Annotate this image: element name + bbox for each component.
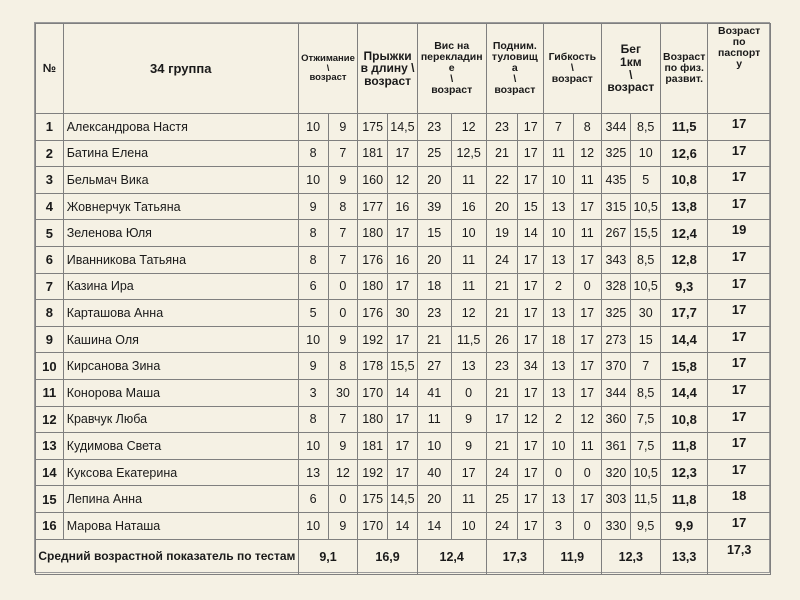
cell-jump-age: 17 bbox=[388, 406, 418, 433]
cell-run: 325 bbox=[601, 300, 631, 327]
cell-jump: 181 bbox=[358, 433, 388, 460]
row-number: 16 bbox=[36, 512, 64, 539]
cell-run: 344 bbox=[601, 379, 631, 406]
row-number: 6 bbox=[36, 246, 64, 273]
cell-run: 343 bbox=[601, 246, 631, 273]
results-table-frame bbox=[34, 22, 770, 573]
cell-flex: 13 bbox=[544, 486, 574, 513]
cell-situps-age: 34 bbox=[518, 353, 544, 380]
table-row bbox=[36, 353, 771, 380]
table-row bbox=[36, 300, 771, 327]
cell-jump: 176 bbox=[358, 300, 388, 327]
cell-jump: 180 bbox=[358, 273, 388, 300]
cell-physical-age: 12,6 bbox=[661, 140, 708, 167]
cell-passport-age: 17 bbox=[708, 512, 771, 539]
cell-jump: 178 bbox=[358, 353, 388, 380]
cell-situps-age: 12 bbox=[518, 406, 544, 433]
cell-hang-age: 16 bbox=[451, 193, 486, 220]
cell-hang: 11 bbox=[417, 406, 451, 433]
cell-pushups: 5 bbox=[298, 300, 328, 327]
cell-flex-age: 0 bbox=[573, 273, 601, 300]
cell-run-age: 9,5 bbox=[631, 512, 661, 539]
cell-jump-age: 17 bbox=[388, 273, 418, 300]
cell-flex-age: 17 bbox=[573, 353, 601, 380]
cell-run: 330 bbox=[601, 512, 631, 539]
table-row bbox=[36, 246, 771, 273]
cell-jump-age: 17 bbox=[388, 459, 418, 486]
cell-flex: 7 bbox=[544, 114, 574, 141]
student-name: Иванникова Татьяна bbox=[63, 246, 298, 273]
row-number: 7 bbox=[36, 273, 64, 300]
footer-avg-passport-age: 17,3 bbox=[708, 539, 771, 574]
cell-run: 303 bbox=[601, 486, 631, 513]
cell-physical-age: 10,8 bbox=[661, 406, 708, 433]
cell-situps-age: 14 bbox=[518, 220, 544, 247]
cell-jump: 176 bbox=[358, 246, 388, 273]
header-number: № bbox=[36, 24, 64, 114]
cell-flex: 13 bbox=[544, 379, 574, 406]
cell-flex-age: 17 bbox=[573, 326, 601, 353]
cell-passport-age: 17 bbox=[708, 459, 771, 486]
header-passport-age: Возраст по паспорт у bbox=[708, 24, 771, 114]
cell-pushups: 10 bbox=[298, 167, 328, 194]
student-name: Казина Ира bbox=[63, 273, 298, 300]
cell-hang-age: 12 bbox=[451, 300, 486, 327]
cell-situps: 19 bbox=[486, 220, 518, 247]
cell-physical-age: 15,8 bbox=[661, 353, 708, 380]
cell-run-age: 15,5 bbox=[631, 220, 661, 247]
cell-run-age: 30 bbox=[631, 300, 661, 327]
cell-run-age: 7,5 bbox=[631, 406, 661, 433]
cell-jump-age: 17 bbox=[388, 220, 418, 247]
row-number: 9 bbox=[36, 326, 64, 353]
cell-situps-age: 17 bbox=[518, 326, 544, 353]
cell-physical-age: 11,8 bbox=[661, 486, 708, 513]
cell-run-age: 15 bbox=[631, 326, 661, 353]
table-row bbox=[36, 326, 771, 353]
cell-physical-age: 12,4 bbox=[661, 220, 708, 247]
cell-run-age: 7 bbox=[631, 353, 661, 380]
cell-run: 360 bbox=[601, 406, 631, 433]
cell-hang: 40 bbox=[417, 459, 451, 486]
cell-pushups: 6 bbox=[298, 486, 328, 513]
header-situps: Подним. туловищ а \ возраст bbox=[486, 24, 543, 114]
cell-physical-age: 12,8 bbox=[661, 246, 708, 273]
cell-jump-age: 14,5 bbox=[388, 114, 418, 141]
cell-pushups: 10 bbox=[298, 433, 328, 460]
cell-jump-age: 14,5 bbox=[388, 486, 418, 513]
cell-run-age: 7,5 bbox=[631, 433, 661, 460]
cell-flex-age: 12 bbox=[573, 140, 601, 167]
cell-hang-age: 11 bbox=[451, 486, 486, 513]
cell-flex-age: 0 bbox=[573, 512, 601, 539]
cell-flex-age: 17 bbox=[573, 300, 601, 327]
cell-flex: 10 bbox=[544, 433, 574, 460]
cell-pushups-age: 0 bbox=[328, 486, 358, 513]
student-name: Кудимова Света bbox=[63, 433, 298, 460]
cell-pushups-age: 7 bbox=[328, 220, 358, 247]
cell-passport-age: 17 bbox=[708, 140, 771, 167]
cell-hang: 20 bbox=[417, 246, 451, 273]
cell-flex: 2 bbox=[544, 406, 574, 433]
cell-passport-age: 17 bbox=[708, 167, 771, 194]
cell-jump-age: 16 bbox=[388, 193, 418, 220]
cell-situps: 21 bbox=[486, 140, 518, 167]
cell-hang-age: 12,5 bbox=[451, 140, 486, 167]
cell-flex: 13 bbox=[544, 193, 574, 220]
cell-situps-age: 17 bbox=[518, 459, 544, 486]
row-number: 12 bbox=[36, 406, 64, 433]
cell-run: 328 bbox=[601, 273, 631, 300]
cell-jump-age: 15,5 bbox=[388, 353, 418, 380]
cell-flex: 18 bbox=[544, 326, 574, 353]
cell-pushups-age: 9 bbox=[328, 167, 358, 194]
cell-run-age: 10 bbox=[631, 140, 661, 167]
cell-situps-age: 17 bbox=[518, 273, 544, 300]
row-number: 14 bbox=[36, 459, 64, 486]
cell-jump: 180 bbox=[358, 406, 388, 433]
table-row bbox=[36, 379, 771, 406]
cell-hang: 15 bbox=[417, 220, 451, 247]
cell-situps: 24 bbox=[486, 246, 518, 273]
cell-jump: 192 bbox=[358, 459, 388, 486]
cell-pushups: 10 bbox=[298, 326, 328, 353]
cell-pushups-age: 9 bbox=[328, 326, 358, 353]
cell-run: 370 bbox=[601, 353, 631, 380]
cell-flex: 2 bbox=[544, 273, 574, 300]
row-number: 2 bbox=[36, 140, 64, 167]
cell-situps: 26 bbox=[486, 326, 518, 353]
header-flexibility: Гибкость \ возраст bbox=[544, 24, 601, 114]
cell-physical-age: 13,8 bbox=[661, 193, 708, 220]
cell-situps: 23 bbox=[486, 114, 518, 141]
cell-hang: 20 bbox=[417, 167, 451, 194]
cell-situps-age: 15 bbox=[518, 193, 544, 220]
footer-caption: Средний возрастной показатель по тестам bbox=[36, 539, 299, 574]
cell-jump: 181 bbox=[358, 140, 388, 167]
cell-hang: 39 bbox=[417, 193, 451, 220]
student-name: Конорова Маша bbox=[63, 379, 298, 406]
cell-situps-age: 17 bbox=[518, 433, 544, 460]
cell-flex: 13 bbox=[544, 353, 574, 380]
cell-hang-age: 11 bbox=[451, 246, 486, 273]
cell-passport-age: 17 bbox=[708, 379, 771, 406]
cell-jump-age: 17 bbox=[388, 140, 418, 167]
table-row bbox=[36, 140, 771, 167]
student-name: Кирсанова Зина bbox=[63, 353, 298, 380]
cell-passport-age: 19 bbox=[708, 220, 771, 247]
cell-run-age: 8,5 bbox=[631, 379, 661, 406]
cell-hang-age: 0 bbox=[451, 379, 486, 406]
cell-hang-age: 9 bbox=[451, 433, 486, 460]
cell-pushups-age: 9 bbox=[328, 114, 358, 141]
cell-hang: 10 bbox=[417, 433, 451, 460]
footer-avg-hang: 12,4 bbox=[417, 539, 486, 574]
cell-run: 273 bbox=[601, 326, 631, 353]
row-number: 8 bbox=[36, 300, 64, 327]
cell-hang-age: 11 bbox=[451, 273, 486, 300]
cell-pushups: 9 bbox=[298, 353, 328, 380]
cell-pushups: 13 bbox=[298, 459, 328, 486]
row-number: 11 bbox=[36, 379, 64, 406]
cell-run-age: 8,5 bbox=[631, 246, 661, 273]
cell-situps-age: 17 bbox=[518, 486, 544, 513]
cell-run: 435 bbox=[601, 167, 631, 194]
cell-flex-age: 17 bbox=[573, 379, 601, 406]
cell-jump: 177 bbox=[358, 193, 388, 220]
cell-hang-age: 12 bbox=[451, 114, 486, 141]
cell-jump-age: 17 bbox=[388, 326, 418, 353]
student-name: Александрова Настя bbox=[63, 114, 298, 141]
header-run: Бег 1км \ возраст bbox=[601, 24, 661, 114]
cell-situps: 24 bbox=[486, 459, 518, 486]
cell-hang-age: 11,5 bbox=[451, 326, 486, 353]
cell-flex: 10 bbox=[544, 167, 574, 194]
cell-flex-age: 11 bbox=[573, 433, 601, 460]
cell-physical-age: 10,8 bbox=[661, 167, 708, 194]
cell-hang-age: 11 bbox=[451, 167, 486, 194]
cell-situps: 21 bbox=[486, 379, 518, 406]
cell-physical-age: 11,8 bbox=[661, 433, 708, 460]
cell-run: 361 bbox=[601, 433, 631, 460]
header-pushups: Отжимание \ возраст bbox=[298, 24, 358, 114]
row-number: 13 bbox=[36, 433, 64, 460]
cell-pushups-age: 30 bbox=[328, 379, 358, 406]
cell-pushups: 8 bbox=[298, 220, 328, 247]
cell-situps: 23 bbox=[486, 353, 518, 380]
cell-jump-age: 30 bbox=[388, 300, 418, 327]
student-name: Кравчук Люба bbox=[63, 406, 298, 433]
cell-situps: 25 bbox=[486, 486, 518, 513]
cell-run: 320 bbox=[601, 459, 631, 486]
cell-hang: 21 bbox=[417, 326, 451, 353]
cell-passport-age: 18 bbox=[708, 486, 771, 513]
cell-pushups: 10 bbox=[298, 512, 328, 539]
cell-situps: 17 bbox=[486, 406, 518, 433]
cell-situps: 21 bbox=[486, 273, 518, 300]
cell-hang: 20 bbox=[417, 486, 451, 513]
cell-physical-age: 9,3 bbox=[661, 273, 708, 300]
header-physical-age: Возраст по физ. развит. bbox=[661, 24, 708, 114]
header-row bbox=[36, 24, 771, 114]
cell-pushups-age: 8 bbox=[328, 193, 358, 220]
header-jump: Прыжки в длину \ возраст bbox=[358, 24, 418, 114]
cell-flex: 13 bbox=[544, 246, 574, 273]
cell-physical-age: 14,4 bbox=[661, 379, 708, 406]
cell-passport-age: 17 bbox=[708, 433, 771, 460]
cell-jump-age: 14 bbox=[388, 379, 418, 406]
cell-jump: 170 bbox=[358, 379, 388, 406]
cell-situps-age: 17 bbox=[518, 140, 544, 167]
cell-hang: 18 bbox=[417, 273, 451, 300]
cell-passport-age: 17 bbox=[708, 326, 771, 353]
cell-pushups-age: 7 bbox=[328, 246, 358, 273]
cell-hang-age: 13 bbox=[451, 353, 486, 380]
student-name: Лепина Анна bbox=[63, 486, 298, 513]
footer-avg-run: 12,3 bbox=[601, 539, 661, 574]
cell-jump: 192 bbox=[358, 326, 388, 353]
row-number: 10 bbox=[36, 353, 64, 380]
table-row bbox=[36, 433, 771, 460]
row-number: 5 bbox=[36, 220, 64, 247]
cell-situps-age: 17 bbox=[518, 512, 544, 539]
cell-flex-age: 17 bbox=[573, 193, 601, 220]
cell-flex-age: 11 bbox=[573, 167, 601, 194]
cell-pushups-age: 7 bbox=[328, 140, 358, 167]
cell-flex-age: 8 bbox=[573, 114, 601, 141]
cell-situps-age: 17 bbox=[518, 114, 544, 141]
cell-run-age: 11,5 bbox=[631, 486, 661, 513]
row-number: 3 bbox=[36, 167, 64, 194]
cell-flex: 10 bbox=[544, 220, 574, 247]
cell-pushups: 8 bbox=[298, 246, 328, 273]
cell-hang: 41 bbox=[417, 379, 451, 406]
student-name: Марова Наташа bbox=[63, 512, 298, 539]
cell-physical-age: 9,9 bbox=[661, 512, 708, 539]
cell-jump: 170 bbox=[358, 512, 388, 539]
cell-pushups: 10 bbox=[298, 114, 328, 141]
cell-run-age: 10,5 bbox=[631, 273, 661, 300]
cell-passport-age: 17 bbox=[708, 300, 771, 327]
cell-flex-age: 17 bbox=[573, 486, 601, 513]
table-row bbox=[36, 167, 771, 194]
cell-run-age: 10,5 bbox=[631, 193, 661, 220]
table-row bbox=[36, 193, 771, 220]
row-number: 15 bbox=[36, 486, 64, 513]
cell-flex: 3 bbox=[544, 512, 574, 539]
cell-situps-age: 17 bbox=[518, 246, 544, 273]
cell-jump-age: 12 bbox=[388, 167, 418, 194]
footer-row bbox=[36, 539, 771, 574]
table-row bbox=[36, 114, 771, 141]
cell-pushups: 9 bbox=[298, 193, 328, 220]
cell-jump: 175 bbox=[358, 486, 388, 513]
cell-jump: 175 bbox=[358, 114, 388, 141]
cell-pushups-age: 0 bbox=[328, 273, 358, 300]
student-name: Бельмач Вика bbox=[63, 167, 298, 194]
row-number: 4 bbox=[36, 193, 64, 220]
cell-flex: 0 bbox=[544, 459, 574, 486]
cell-hang-age: 9 bbox=[451, 406, 486, 433]
cell-flex-age: 11 bbox=[573, 220, 601, 247]
cell-run: 325 bbox=[601, 140, 631, 167]
cell-situps: 20 bbox=[486, 193, 518, 220]
table-row bbox=[36, 486, 771, 513]
cell-jump-age: 14 bbox=[388, 512, 418, 539]
cell-physical-age: 11,5 bbox=[661, 114, 708, 141]
student-name: Кашина Оля bbox=[63, 326, 298, 353]
student-name: Зеленова Юля bbox=[63, 220, 298, 247]
cell-hang: 25 bbox=[417, 140, 451, 167]
cell-hang: 23 bbox=[417, 300, 451, 327]
cell-situps: 21 bbox=[486, 433, 518, 460]
cell-situps: 22 bbox=[486, 167, 518, 194]
footer-avg-physical-age: 13,3 bbox=[661, 539, 708, 574]
cell-situps: 21 bbox=[486, 300, 518, 327]
cell-pushups-age: 0 bbox=[328, 300, 358, 327]
cell-pushups: 8 bbox=[298, 406, 328, 433]
header-group: 34 группа bbox=[63, 24, 298, 114]
cell-pushups: 8 bbox=[298, 140, 328, 167]
cell-situps-age: 17 bbox=[518, 167, 544, 194]
cell-flex-age: 17 bbox=[573, 246, 601, 273]
footer-avg-flexibility: 11,9 bbox=[544, 539, 601, 574]
cell-flex-age: 0 bbox=[573, 459, 601, 486]
cell-run: 344 bbox=[601, 114, 631, 141]
footer-avg-situps: 17,3 bbox=[486, 539, 543, 574]
cell-passport-age: 17 bbox=[708, 193, 771, 220]
student-name: Жовнерчук Татьяна bbox=[63, 193, 298, 220]
cell-passport-age: 17 bbox=[708, 273, 771, 300]
cell-hang: 27 bbox=[417, 353, 451, 380]
cell-run-age: 5 bbox=[631, 167, 661, 194]
cell-jump: 180 bbox=[358, 220, 388, 247]
footer-avg-pushups: 9,1 bbox=[298, 539, 358, 574]
table-row bbox=[36, 273, 771, 300]
cell-run-age: 10,5 bbox=[631, 459, 661, 486]
cell-pushups-age: 7 bbox=[328, 406, 358, 433]
student-name: Карташова Анна bbox=[63, 300, 298, 327]
cell-hang-age: 17 bbox=[451, 459, 486, 486]
cell-run-age: 8,5 bbox=[631, 114, 661, 141]
cell-flex-age: 12 bbox=[573, 406, 601, 433]
cell-passport-age: 17 bbox=[708, 114, 771, 141]
cell-pushups-age: 8 bbox=[328, 353, 358, 380]
table-row bbox=[36, 459, 771, 486]
cell-situps: 24 bbox=[486, 512, 518, 539]
cell-pushups-age: 9 bbox=[328, 433, 358, 460]
footer-avg-jump: 16,9 bbox=[358, 539, 418, 574]
row-number: 1 bbox=[36, 114, 64, 141]
cell-jump-age: 16 bbox=[388, 246, 418, 273]
cell-jump-age: 17 bbox=[388, 433, 418, 460]
cell-run: 315 bbox=[601, 193, 631, 220]
student-name: Батина Елена bbox=[63, 140, 298, 167]
cell-hang-age: 10 bbox=[451, 512, 486, 539]
table-row bbox=[36, 220, 771, 247]
results-table bbox=[35, 23, 771, 575]
cell-physical-age: 12,3 bbox=[661, 459, 708, 486]
cell-passport-age: 17 bbox=[708, 353, 771, 380]
student-name: Куксова Екатерина bbox=[63, 459, 298, 486]
cell-passport-age: 17 bbox=[708, 406, 771, 433]
cell-situps-age: 17 bbox=[518, 300, 544, 327]
cell-situps-age: 17 bbox=[518, 379, 544, 406]
cell-physical-age: 14,4 bbox=[661, 326, 708, 353]
cell-hang: 14 bbox=[417, 512, 451, 539]
cell-run: 267 bbox=[601, 220, 631, 247]
cell-hang-age: 10 bbox=[451, 220, 486, 247]
cell-physical-age: 17,7 bbox=[661, 300, 708, 327]
cell-flex: 13 bbox=[544, 300, 574, 327]
table-row bbox=[36, 512, 771, 539]
cell-pushups: 6 bbox=[298, 273, 328, 300]
table-row bbox=[36, 406, 771, 433]
header-hang: Вис на перекладин е \ возраст bbox=[417, 24, 486, 114]
cell-pushups: 3 bbox=[298, 379, 328, 406]
cell-jump: 160 bbox=[358, 167, 388, 194]
cell-pushups-age: 9 bbox=[328, 512, 358, 539]
cell-passport-age: 17 bbox=[708, 246, 771, 273]
cell-pushups-age: 12 bbox=[328, 459, 358, 486]
cell-flex: 11 bbox=[544, 140, 574, 167]
cell-hang: 23 bbox=[417, 114, 451, 141]
